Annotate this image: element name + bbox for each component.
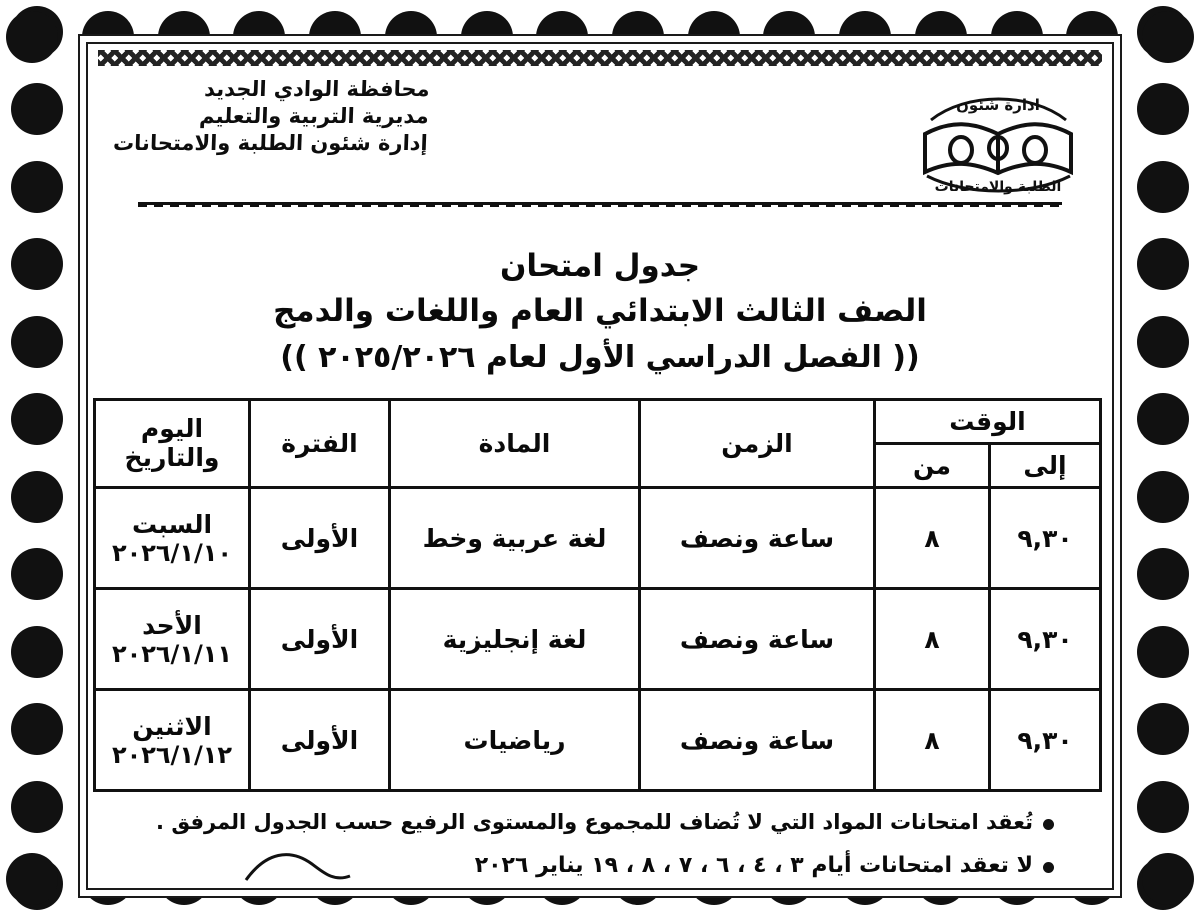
ministry-heading: [113, 76, 431, 157]
hole: [11, 316, 63, 368]
page-subtitle-term: (( الفصل الدراسي الأول لعام ٢٠٢٥/٢٠٢٦ )): [280, 340, 920, 376]
decorative-zigzag-band: [98, 50, 1102, 66]
cell-period: الأولى: [250, 589, 390, 690]
header-subject: المادة: [390, 400, 640, 488]
header-date: والتاريخ: [124, 442, 220, 472]
page-edge-holes-left: [0, 0, 74, 916]
cell-date: ٢٠٢٦/١/١٠: [111, 538, 233, 567]
cell-day-date: [95, 488, 250, 589]
cell-subject: لغة إنجليزية: [390, 589, 640, 690]
cell-time-to: ٩,٣٠: [990, 488, 1101, 589]
cell-time-from: ٨: [875, 589, 990, 690]
hole: [1137, 316, 1189, 368]
hole: [11, 83, 63, 135]
exam-schedule-table: [93, 398, 1102, 792]
hole: [1137, 161, 1189, 213]
cell-time-to: ٩,٣٠: [990, 690, 1101, 791]
ministry-line-2: مديرية التربية والتعليم: [198, 103, 430, 128]
cell-day: الاثنين: [132, 711, 212, 741]
cell-day-date: [95, 589, 250, 690]
page-title: جدول امتحان: [499, 248, 701, 284]
cell-date: ٢٠٢٦/١/١٢: [111, 740, 233, 769]
table-header-row-1: [95, 400, 1101, 444]
document-frame: [86, 42, 1114, 890]
cell-subject: رياضيات: [390, 690, 640, 791]
cell-time-to: ٩,٣٠: [990, 589, 1101, 690]
hole: [11, 548, 63, 600]
hole: [11, 238, 63, 290]
hole: [11, 393, 63, 445]
table-row: [95, 589, 1101, 690]
document-notes: [138, 808, 1054, 880]
hole: [6, 853, 58, 905]
hole: [11, 703, 63, 755]
hole: [1137, 471, 1189, 523]
page-edge-holes-right: [1126, 0, 1200, 916]
note-item: [138, 808, 1054, 836]
header-time-from: من: [875, 444, 990, 488]
note-item: [138, 851, 1054, 881]
logo-caption-top: ادارة شئون: [956, 96, 1040, 114]
hole: [1137, 393, 1189, 445]
document-sheet: [78, 34, 1122, 898]
note-text: تُعقد امتحانات المواد التي لا تُضاف للمجموع والمستوى الرفيع حسب الجدول المرفق .: [156, 810, 1033, 835]
cell-duration: ساعة ونصف: [640, 690, 875, 791]
cell-period: الأولى: [250, 690, 390, 791]
logo-caption-bottom: الطلبة والامتحانات: [934, 179, 1062, 195]
header-time-to: إلى: [990, 444, 1101, 488]
hole: [11, 626, 63, 678]
cell-subject: لغة عربية وخط: [390, 488, 640, 589]
hole: [11, 471, 63, 523]
cell-time-from: ٨: [875, 690, 990, 791]
cell-date: ٢٠٢٦/١/١١: [111, 639, 233, 668]
header-period: الفترة: [250, 400, 390, 488]
bullet-icon: [1043, 819, 1054, 830]
hole: [1137, 703, 1189, 755]
table-row: [95, 488, 1101, 589]
hole: [1142, 11, 1194, 63]
cell-duration: ساعة ونصف: [640, 589, 875, 690]
document-titles: [98, 248, 1102, 376]
document-header: [98, 70, 1102, 196]
header-day: اليوم: [140, 414, 204, 444]
header-day-date: [95, 400, 250, 488]
hole: [1142, 853, 1194, 905]
cell-period: الأولى: [250, 488, 390, 589]
table-row: [95, 690, 1101, 791]
hole: [1137, 548, 1189, 600]
hole: [6, 11, 58, 63]
bullet-icon: [1043, 862, 1054, 873]
cell-day: السبت: [131, 509, 213, 539]
hole: [1137, 781, 1189, 833]
cell-day: الأحد: [142, 610, 202, 640]
education-logo-icon: [911, 76, 1086, 196]
ministry-line-3: إدارة شئون الطلبة والامتحانات: [112, 130, 429, 155]
hole: [11, 161, 63, 213]
hole: [1137, 83, 1189, 135]
ministry-line-1: محافظة الوادي الجديد: [203, 77, 431, 101]
hole: [11, 781, 63, 833]
header-time-group: الوقت: [875, 400, 1101, 444]
hole: [1137, 238, 1189, 290]
note-text: لا تعقد امتحانات أيام ٣ ، ٤ ، ٦ ، ٧ ، ٨ ، ١٩ يناير ٢٠٢٦: [474, 852, 1033, 878]
header-divider: [138, 202, 1062, 212]
header-duration: الزمن: [640, 400, 875, 488]
cell-time-from: ٨: [875, 488, 990, 589]
hole: [1137, 626, 1189, 678]
cell-duration: ساعة ونصف: [640, 488, 875, 589]
page-subtitle-grade: الصف الثالث الابتدائي العام واللغات والدمج: [273, 293, 927, 330]
cell-day-date: [95, 690, 250, 791]
